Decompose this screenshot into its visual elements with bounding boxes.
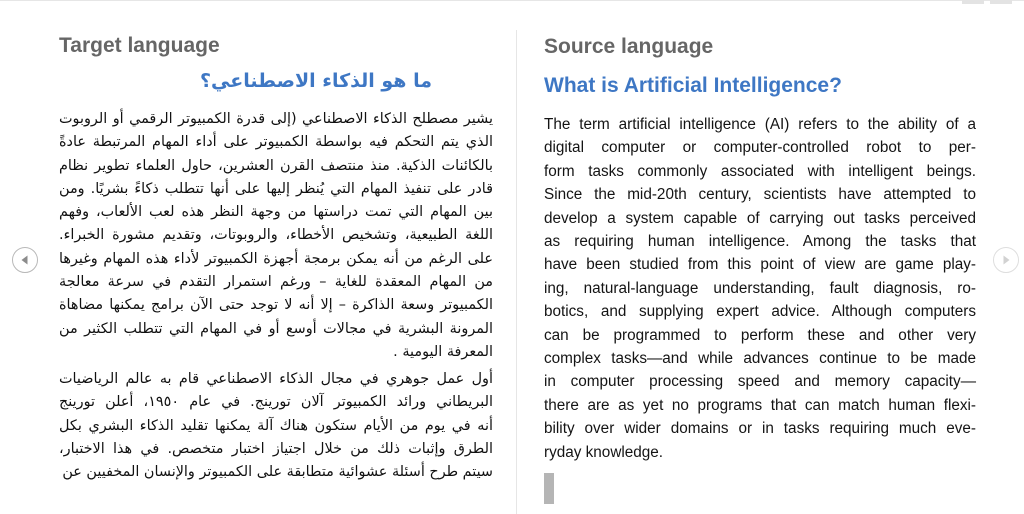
target-text-line: من المهام المعقدة للغاية – ورغم استمرار التقدم في سرعة معالجة: [59, 274, 493, 291]
source-text-line: digital computer or computer-controlled robot to per-: [544, 139, 976, 157]
source-paragraph: [544, 113, 976, 464]
target-text-line: اللغة الطبيعية، وتشخيص الأخطاء، والروبوتات، وتقديم مشورة الخبراء.: [59, 227, 493, 244]
top-border: [0, 0, 1024, 1]
target-text-line: أول عمل جوهري في مجال الذكاء الاصطناعي قام به عالم الرياضيات: [59, 371, 493, 387]
source-text-line: botics, and supplying expert advice. Although computers: [544, 303, 976, 321]
source-text-line: form tasks commonly associated with intelligent beings.: [544, 162, 976, 180]
target-paragraph-2: [59, 368, 493, 484]
target-text-line: الذي يتم التحكم فيه بواسطة الكمبيوتر على أداء المهام المرتبطة عادةً: [59, 134, 493, 151]
target-text-line: أنه في يوم من الأيام ستكون هناك آلة يمكنها تقليد الذكاء البشري بكل: [59, 417, 493, 434]
target-paragraph-1: [59, 108, 493, 364]
target-text-line: المرونة البشرية في مجالات أوسع أو في المهام التي تتطلب الكثير من: [59, 320, 493, 337]
source-heading: What is Artificial Intelligence?: [544, 74, 842, 97]
target-text-line: بين المهام التي تمت دراستها من وجهة النظر هذه لعب الألعاب، وفهم: [59, 204, 493, 221]
source-text-line: bility over wider domains or in tasks requiring much eve-: [544, 420, 976, 438]
source-text-line: complex tasks—and while advances continue to be made: [544, 350, 976, 368]
source-language-header: Source language: [544, 35, 714, 58]
next-button[interactable]: [993, 247, 1019, 273]
window-control-mark: [962, 0, 984, 4]
target-text-line: على الرغم من أنه يمكن برمجة أجهزة الكمبيوتر لأداء هذه المهام وغيرها: [59, 250, 493, 267]
chevron-left-icon: [19, 254, 31, 266]
source-text-line: Since the mid-20th century, scientists have attempted to: [544, 186, 976, 204]
target-text-line: المعرفة اليومية .: [393, 343, 493, 360]
target-text-line: يشير مصطلح الذكاء الاصطناعي (إلى قدرة الكمبيوتر الرقمي أو الروبوت: [59, 111, 493, 127]
target-text-line: الكمبيوتر وسعة الذاكرة – إلا أنه لا توجد حتى الآن برامج يمكنها مضاهاة: [59, 297, 493, 314]
target-text-line: بالكائنات الذكية. منذ منتصف القرن العشرين، حاول العلماء تطوير نظام: [59, 157, 493, 174]
target-text-line: سيتم طرح أسئلة عشوائية متطابقة على الكمبيوتر والإنسان المخفيين عن: [62, 464, 493, 481]
target-language-header: Target language: [59, 34, 220, 57]
source-text-line: in computer processing speed and memory capacity—: [544, 373, 976, 391]
target-heading: ما هو الذكاء الاصطناعي؟: [200, 70, 432, 92]
source-text-line: can be programmed to perform these and other very: [544, 326, 976, 344]
target-text-line: البريطاني ورائد الكمبيوتر آلان تورينج. في عام ١٩٥٠، أعلن تورينج: [59, 394, 493, 411]
source-text-line: develop a system capable of carrying out tasks perceived: [544, 209, 976, 227]
target-text-line: قادر على تنفيذ المهام التي يُنظر إليها على أنها تتطلب ذكاءً بشريًا. ومن: [59, 180, 493, 197]
source-text-line: as requiring human intelligence. Among the tasks that: [544, 233, 976, 251]
source-text-line: have been studied from this point of view are game play-: [544, 256, 976, 274]
target-text-line: الطرق وإثبات ذلك من خلال اجتياز اختبار متخصص. في هذا الاختبار،: [59, 440, 493, 457]
chevron-right-icon: [1000, 254, 1012, 266]
source-text-line: The term artificial intelligence (AI) refers to the ability of a: [544, 116, 976, 133]
scroll-indicator[interactable]: [544, 473, 554, 504]
source-text-line: ryday knowledge.: [544, 443, 664, 461]
previous-button[interactable]: [12, 247, 38, 273]
pane-divider: [516, 30, 517, 514]
source-text-line: there are as yet no programs that can match human flexi-: [544, 396, 976, 414]
window-control-mark: [990, 0, 1012, 4]
source-text-line: ing, natural-language understanding, fault diagnosis, ro-: [544, 279, 976, 297]
